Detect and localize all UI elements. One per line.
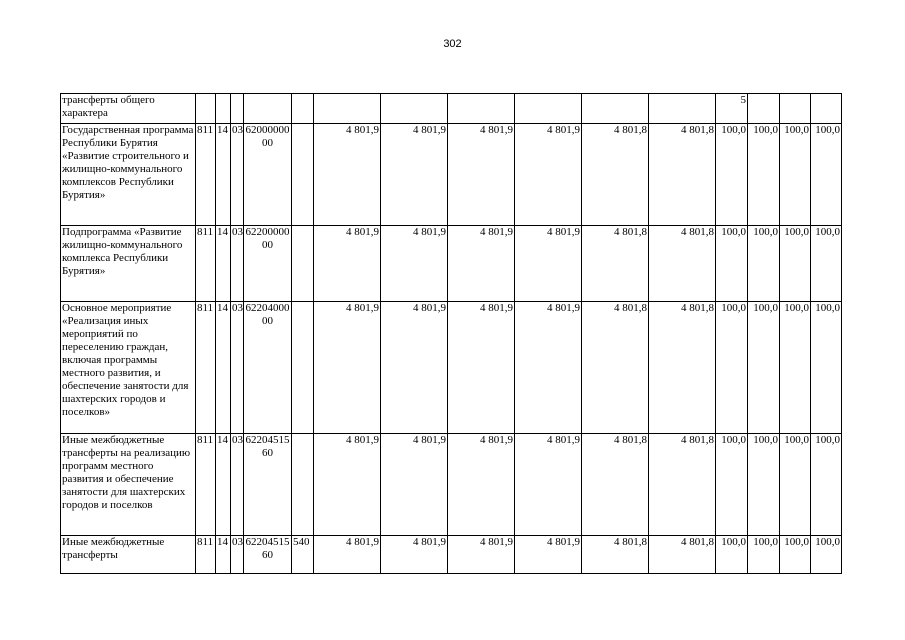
expense-type-cell xyxy=(292,302,314,434)
percent-cell: 100,0 xyxy=(811,124,842,226)
amount-cell: 4 801,9 xyxy=(381,124,448,226)
row-name-cell: Основное мероприятие «Реализация иных мероприятий по переселению граждан, включая программы местного развития, и обеспечение занятости для шахтерских городов и поселков» xyxy=(61,302,196,434)
grbs-code-cell xyxy=(196,94,216,124)
percent-cell: 100,0 xyxy=(780,536,811,574)
amount-cell: 4 801,9 xyxy=(448,124,515,226)
row-name-cell: трансферты общего характера xyxy=(61,94,196,124)
row-name-cell: Иные межбюджетные трансферты на реализацию программ местного развития и обеспечение занятости для шахтерских городов и поселков xyxy=(61,434,196,536)
expense-type-cell xyxy=(292,226,314,302)
percent-cell: 100,0 xyxy=(748,434,780,536)
table-row xyxy=(61,536,842,574)
percent-cell: 100,0 xyxy=(716,302,748,434)
percent-cell: 100,0 xyxy=(811,226,842,302)
amount-cell: 4 801,9 xyxy=(515,536,582,574)
expense-type-cell: 540 xyxy=(292,536,314,574)
subsection-code-cell: 03 xyxy=(231,434,244,536)
percent-cell: 100,0 xyxy=(811,434,842,536)
grbs-code-cell: 811 xyxy=(196,536,216,574)
target-article-cell: 6220451560 xyxy=(244,434,292,536)
amount-cell: 4 801,8 xyxy=(649,434,716,536)
amount-cell: 4 801,8 xyxy=(582,302,649,434)
target-article-cell: 6220451560 xyxy=(244,536,292,574)
amount-cell: 4 801,9 xyxy=(381,226,448,302)
subsection-code-cell: 03 xyxy=(231,124,244,226)
percent-cell: 5 xyxy=(716,94,748,124)
row-name-cell: Иные межбюджетные трансферты xyxy=(61,536,196,574)
percent-cell: 100,0 xyxy=(780,124,811,226)
amount-cell: 4 801,9 xyxy=(314,124,381,226)
percent-cell: 100,0 xyxy=(748,536,780,574)
table-row xyxy=(61,302,842,434)
percent-cell: 100,0 xyxy=(780,302,811,434)
amount-cell: 4 801,9 xyxy=(515,226,582,302)
percent-cell: 100,0 xyxy=(748,226,780,302)
percent-cell xyxy=(780,94,811,124)
section-code-cell: 14 xyxy=(216,124,231,226)
table-body xyxy=(61,94,842,574)
grbs-code-cell: 811 xyxy=(196,302,216,434)
expense-type-cell xyxy=(292,124,314,226)
percent-cell: 100,0 xyxy=(780,226,811,302)
amount-cell: 4 801,9 xyxy=(381,434,448,536)
amount-cell: 4 801,9 xyxy=(314,226,381,302)
table-row xyxy=(61,94,842,124)
section-code-cell: 14 xyxy=(216,434,231,536)
amount-cell xyxy=(381,94,448,124)
amount-cell: 4 801,9 xyxy=(314,536,381,574)
amount-cell: 4 801,8 xyxy=(582,536,649,574)
amount-cell: 4 801,9 xyxy=(448,226,515,302)
target-article-cell: 6200000000 xyxy=(244,124,292,226)
amount-cell xyxy=(515,94,582,124)
percent-cell: 100,0 xyxy=(811,302,842,434)
amount-cell: 4 801,9 xyxy=(448,536,515,574)
amount-cell: 4 801,9 xyxy=(515,124,582,226)
amount-cell: 4 801,8 xyxy=(582,434,649,536)
amount-cell: 4 801,8 xyxy=(649,302,716,434)
amount-cell: 4 801,9 xyxy=(381,536,448,574)
row-name-cell: Подпрограмма «Развитие жилищно-коммунального комплекса Республики Бурятия» xyxy=(61,226,196,302)
amount-cell: 4 801,9 xyxy=(448,302,515,434)
amount-cell: 4 801,9 xyxy=(515,302,582,434)
percent-cell: 100,0 xyxy=(780,434,811,536)
percent-cell: 100,0 xyxy=(748,124,780,226)
amount-cell: 4 801,8 xyxy=(649,124,716,226)
amount-cell: 4 801,8 xyxy=(582,226,649,302)
percent-cell xyxy=(811,94,842,124)
amount-cell xyxy=(448,94,515,124)
section-code-cell: 14 xyxy=(216,536,231,574)
table-row xyxy=(61,124,842,226)
amount-cell: 4 801,9 xyxy=(314,434,381,536)
table-row xyxy=(61,226,842,302)
expense-type-cell xyxy=(292,434,314,536)
percent-cell: 100,0 xyxy=(716,226,748,302)
amount-cell xyxy=(649,94,716,124)
amount-cell xyxy=(582,94,649,124)
amount-cell: 4 801,9 xyxy=(515,434,582,536)
grbs-code-cell: 811 xyxy=(196,434,216,536)
section-code-cell: 14 xyxy=(216,226,231,302)
amount-cell: 4 801,8 xyxy=(649,226,716,302)
percent-cell: 100,0 xyxy=(811,536,842,574)
percent-cell xyxy=(748,94,780,124)
amount-cell: 4 801,9 xyxy=(381,302,448,434)
expense-type-cell xyxy=(292,94,314,124)
target-article-cell xyxy=(244,94,292,124)
subsection-code-cell: 03 xyxy=(231,536,244,574)
amount-cell xyxy=(314,94,381,124)
amount-cell: 4 801,9 xyxy=(448,434,515,536)
percent-cell: 100,0 xyxy=(748,302,780,434)
target-article-cell: 6220400000 xyxy=(244,302,292,434)
target-article-cell: 6220000000 xyxy=(244,226,292,302)
percent-cell: 100,0 xyxy=(716,124,748,226)
subsection-code-cell: 03 xyxy=(231,226,244,302)
percent-cell: 100,0 xyxy=(716,434,748,536)
grbs-code-cell: 811 xyxy=(196,124,216,226)
page-number: 302 xyxy=(443,38,462,50)
amount-cell: 4 801,8 xyxy=(582,124,649,226)
grbs-code-cell: 811 xyxy=(196,226,216,302)
table-row xyxy=(61,434,842,536)
subsection-code-cell xyxy=(231,94,244,124)
amount-cell: 4 801,8 xyxy=(649,536,716,574)
subsection-code-cell: 03 xyxy=(231,302,244,434)
budget-table xyxy=(60,93,842,574)
amount-cell: 4 801,9 xyxy=(314,302,381,434)
section-code-cell: 14 xyxy=(216,302,231,434)
percent-cell: 100,0 xyxy=(716,536,748,574)
section-code-cell xyxy=(216,94,231,124)
row-name-cell: Государственная программа Республики Бурятия «Развитие строительного и жилищно-коммунального комплексов Республики Бурятия» xyxy=(61,124,196,226)
